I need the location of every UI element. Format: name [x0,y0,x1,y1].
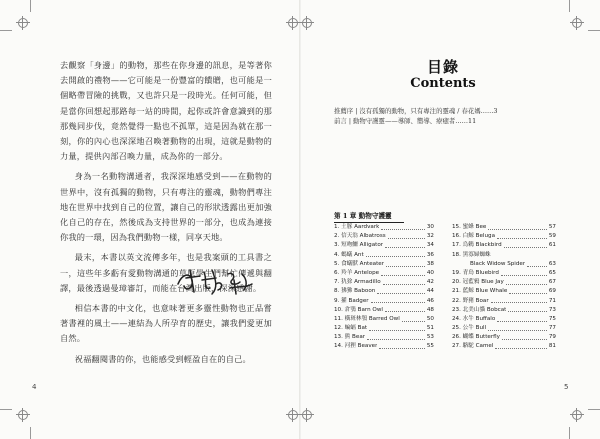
toc-entry-page: 65 [548,269,556,276]
trim-line [0,30,12,31]
toc-entry-page: 53 [426,334,434,341]
dot-leader [488,324,547,331]
toc-entry [452,297,556,306]
dot-leader [385,306,425,313]
toc-entry [334,260,434,269]
preface-paragraph: 去觀察「身邊」的動物，那些在你身邊的訊息，是等著你去開啟的禮物——它可能是一份豐富的饋贈，也可能是一個略帶冒險的挑戰，又也許只是一段時光。任何可能，但是當你回想起那路每一站的時間，起你或許會意識到的那那幾同步伐，竟然覺得一點也不孤單，這是因為就在那一刻，你的內心也深深地召喚著動物的出現，這就是動物的力量，提供內部召喚力量，成為你的一部分。 [60,60,272,162]
toc-entry [452,315,556,324]
toc-entry-page: 30 [426,224,434,230]
toc-entry [334,269,434,278]
toc-entry [452,269,556,278]
book-gutter [299,0,301,439]
toc-entry-page: 46 [426,297,434,304]
trim-line [569,427,570,439]
dot-leader [402,315,425,322]
toc-entry-page: 61 [548,242,556,249]
dot-leader [527,260,547,267]
toc-entry-title: 6. 羚羊 Antelope [334,269,380,276]
dot-leader [509,287,547,294]
toc-entry [452,342,556,351]
toc-entry-title: 11. 橫斑林鴞 Barred Owl [334,315,400,322]
toc-entry-title: 1. 土豚 Aardvark [334,224,380,230]
dot-leader [488,223,547,230]
page-number: 5 [564,383,569,391]
toc-entry-title: 5. 食蟻獸 Anteater [334,260,385,267]
toc-entry [334,315,434,324]
toc-entry [334,333,434,342]
toc-entry-page: 81 [548,343,556,350]
toc-entry [452,278,556,287]
toc-entry-title: 7. 犰狳 Armadillo [334,279,381,286]
toc-entry-page: 71 [548,297,556,304]
crop-mark-icon [300,408,314,422]
dot-leader [367,333,425,340]
toc-entry-title: 14. 河狸 Beaver [334,343,378,350]
toc-entry-title: 4. 螞蟻 Ant [334,251,364,258]
front-matter-item: 前言 | 動物守護靈——導師、嚮導、療癒者……11 [334,117,477,125]
toc-entry-page: 44 [426,288,434,295]
toc-entry-page: 36 [426,251,434,258]
toc-entry-page: 38 [426,260,434,267]
toc-title: 目錄 [426,58,459,76]
toc-entry-title: 21. 藍鯨 Blue Whale [452,288,508,295]
toc-entry-title: 8. 狒狒 Baboon [334,288,376,295]
toc-entry-title: 10. 倉鴞 Barn Owl [334,306,383,313]
dot-leader [497,315,547,322]
front-matter-list [334,106,574,126]
toc-entry [334,306,434,315]
page-number: 4 [32,383,37,391]
preface-paragraph: 相信本書的中文化，也意味著更多靈性動物也正品嘗著書裡的風土——連結為人所孕育的歷史，讓我們愛更加自然。 [60,303,272,344]
toc-entry-page: 55 [426,343,434,350]
toc-column-right [452,223,556,352]
toc-entry-title: 19. 青鳥 Bluebird [452,269,499,276]
toc-entry-page: 34 [426,242,434,249]
toc-entry-title: 22. 野豬 Boar [452,297,489,304]
crop-mark-icon [286,16,300,30]
front-matter-item: 推薦序 | 沒有孤獨的動物，只有專注的靈魂 / 春花媽……3 [334,107,498,115]
dot-leader [501,269,547,276]
toc-entry-page: 48 [426,306,434,313]
toc-entry [334,278,434,287]
toc-entry [334,297,434,306]
toc-entry [452,333,556,342]
crop-mark-icon [570,16,584,30]
toc-entry-title: 2. 信天翁 Albatross [334,233,386,240]
toc-column-left [334,223,434,352]
toc-entry [334,223,434,232]
dot-leader [508,306,547,313]
preface-body [60,58,272,372]
dot-leader [385,241,425,248]
toc-entry [334,241,434,250]
toc-entry-title: 3. 短吻鱷 Alligator [334,242,384,249]
toc-entry [334,324,434,333]
dot-leader [495,342,546,349]
toc-entry-page: 67 [548,279,556,286]
dot-leader [369,324,425,331]
dot-leader [383,278,425,285]
dot-leader [381,223,425,230]
dot-leader [386,260,425,267]
toc-entry-page: 51 [426,325,434,332]
toc-entry-title: 9. 獾 Badger [334,297,369,304]
toc-entry-page: 75 [548,315,556,322]
dot-leader [502,333,547,340]
toc-entry [452,223,556,232]
toc-entry-page: 69 [548,288,556,295]
dot-leader [366,251,425,258]
trim-line [588,409,600,410]
toc-entry-title: 23. 北美山貓 Bobcat [452,306,507,313]
toc-entry-title: 27. 駱駝 Camel [452,343,494,350]
toc-entry [334,342,434,351]
toc-entry-title: 13. 熊 Bear [334,334,366,341]
trim-line [588,30,600,31]
toc-entry-page: 79 [548,334,556,341]
toc-entry-title: 20. 冠藍鴉 Blue Jay [452,279,504,286]
toc-entry-title: 24. 水牛 Buffalo [452,315,496,322]
toc-entry-title: 15. 蜜蜂 Bee [452,224,487,230]
trim-line [0,409,12,410]
toc-entry-page: 57 [548,224,556,230]
crop-mark-icon [16,408,30,422]
toc-entry-title: 18. 黑寡婦蜘蛛 [452,251,491,258]
toc-entry-title: 16. 白鯨 Beluga [452,233,495,240]
toc-entry-page: 32 [426,233,434,240]
toc-entry [452,324,556,333]
dot-leader [371,297,425,304]
trim-line [30,0,31,12]
dot-leader [379,342,424,349]
toc-entry [452,232,556,241]
toc-entry-title: Black Widow Spider [470,260,526,267]
toc-entry [452,287,556,296]
preface-paragraph: 身為一名動物溝通者，我深深地感受到——在動物的世界中，沒有孤獨的動物，只有專注的靈魂，動物們專注地在世界中找到自己的位置，讓自己的形狀透露出更加強化自己的存在，然後成為支持世界的一部分，也成為連接你我的一環，因為我們動物一樣，同享天地。 [60,171,272,243]
crop-mark-icon [570,408,584,422]
crop-mark-icon [286,408,300,422]
toc-entry-page: 73 [548,306,556,313]
crop-mark-icon [16,16,30,30]
toc-entry-page: 42 [426,279,434,286]
toc-entry-title: 26. 蝴蝶 Butterfly [452,334,500,341]
toc-entry [452,306,556,315]
toc-entry-title: 12. 蝙蝠 Bat [334,325,368,332]
chapter-heading: 第 1 章 動物守護靈 [334,210,404,223]
toc-entry-page: 40 [426,269,434,276]
dot-leader [504,241,547,248]
toc-entry-title: 17. 烏鶇 Blackbird [452,242,502,249]
toc-title-english: Contents [410,76,476,91]
toc-entry-title: 25. 公牛 Bull [452,325,487,332]
dot-leader [381,269,425,276]
toc-entry-page: 50 [426,315,434,322]
preface-paragraph: 祝福翻閱書的你，也能感受到輕盈自在的自己。 [74,353,251,364]
toc-entry [334,232,434,241]
dot-leader [377,287,425,294]
dot-leader [497,232,547,239]
dot-leader [491,297,547,304]
toc-entry [334,287,434,296]
trim-line [569,0,570,12]
preface-paragraph: 最末，本書以英文流傳多年，也是我案頭的工具書之一，這些年多虧有愛動物溝通的草原學生們幫忙傳遞與翻譯，最後透過曼璋審訂，而能在台灣出版，深深感謝。 [60,252,272,293]
toc-entry-page: 59 [548,233,556,240]
crop-mark-icon [300,16,314,30]
toc-entry-page: 77 [548,325,556,332]
toc-entry [452,241,556,250]
dot-leader [506,278,547,285]
trim-line [30,427,31,439]
toc-entry [334,251,434,260]
toc-entry [452,260,556,269]
handwritten-signature [172,262,262,298]
toc-entry [452,251,556,260]
dot-leader [388,232,425,239]
toc-entry-page: 63 [548,260,556,267]
